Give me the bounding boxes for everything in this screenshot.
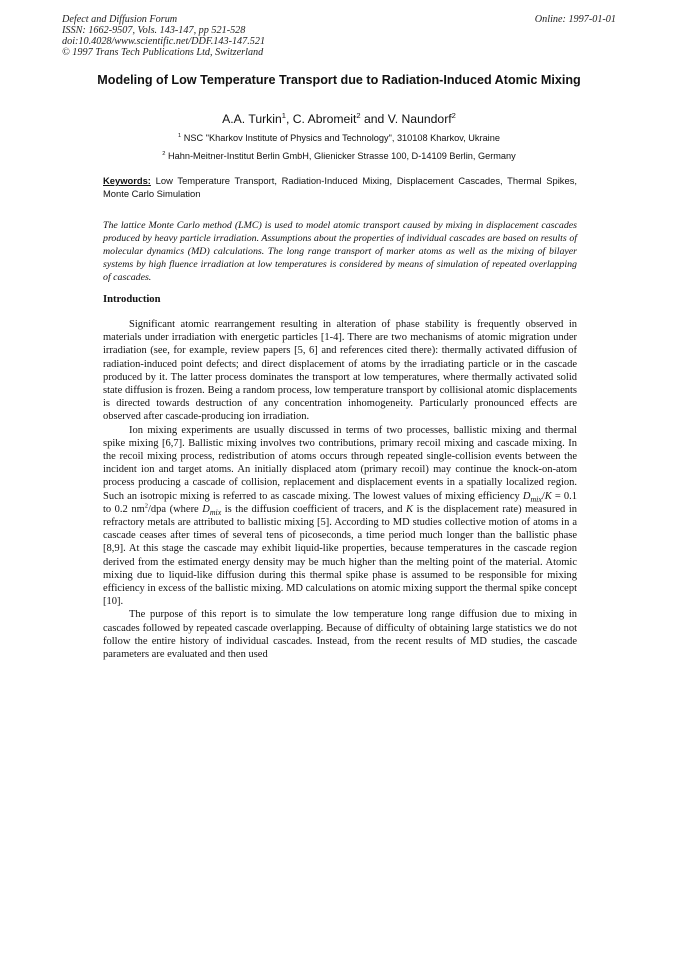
paragraph: Ion mixing experiments are usually discussed in terms of two processes, ballistic mixing and thermal spike mixing [6,7]. Ballistic mixing involves two contributions, primary recoil mixing and cascade mixing. In the recoil mixing process, redistribution of atoms occurs through repeated single-collision events between the incident ion and target atoms. An initially displaced atom (primary recoil) may continue the knock-on-atom process producing a cascade of collision, replacement and displacement events in a spatially localized region. Such an isotropic mixing is referred to as cascade mixing. The lowest values of mixing efficiency $D_{mix}/K = 0.1$ to 0.2 $nm^2$/dpa (where $D_{mix}$ is the diffusion coefficient of tracers, and K is the displacement rate) measured in refractory metals are attributed to ballistic mixing [5]. According to MD studies collective motion of atoms in a cascade ceases after times of several tens of picoseconds, a time period much longer than the ballistic phase [8,9]. At this stage the cascade may exhibit liquid-like properties, because temperatures in the cascade region derived from the estimated energy density may be much higher than the melting point of the material. Atomic mixing due to liquid-like diffusion during this thermal spike phase is assumed to be responsible for mixing efficiency in excess of the ballistic mixing. MD calculations on atomic mixing support the thermal spike concept [10]. [103,424,578,608]
paragraph: Significant atomic rearrangement resulting in alteration of phase stability is frequently observed in materials under irradiation with energetic particles [1-4]. There are two mechanisms of atomic migration under irradiation (see, for example, review papers [5, 6] and references cited there): thermally activated diffusion of radiation-induced point defects; and direct displacement of atoms by the irradiating particle or in the cascade produced by it. The latter process dominates the transport at low temperatures, where thermally activated solid state diffusion is frozen. Being a random process, low temperature transport by collisional atomic displacements is directed towards destruction of any concentration inhomogeneity. Particularly pronounced effects are observed after cascade-producing ion irradiation. [103,319,577,423]
keywords [103,174,577,200]
affiliation-text: Hahn-Meitner-Institut Berlin GmbH, Glienicker Strasse 100, D-14109 Berlin, Germany [168,151,516,161]
online-date: Online: 1997-01-01 [534,14,616,25]
author-list [0,112,678,126]
author-affiliation-mark: 1 [281,110,286,120]
paragraph: The purpose of this report is to simulate the low temperature long range diffusion due to mixing in cascades followed by repeated cascade overlapping. Because of difficulty of obtaining large statistics we do not follow the entire history of individual cascades. Instead, from the recent results of MD studies, the cascade parameters are evaluated and then used [103,609,577,661]
keywords-label: Keywords: [103,175,151,186]
paragraph-text: /dpa (where [147,503,203,515]
paper-title: Modeling of Low Temperature Transport due to Radiation-Induced Atomic Mixing [97,73,581,87]
paragraph-text: Ion mixing experiments are usually discussed in terms of two processes, ballistic mixing and thermal spike mixing [6,7]. Ballistic mixing involves two contributions, primary recoil mixing and cascade mixing. In the recoil mixing process, redistribution of atoms occurs through repeated single-collision events between the incident ion and target atoms. An initially displaced atom (primary recoil) may continue the knock-on-atom process producing a cascade of collision, replacement and displacement events in a spatially localized region. Such an isotropic mixing is referred to as cascade mixing. The lowest values of mixing efficiency [103,424,577,502]
introduction-body [103,318,577,661]
author-separator: , [285,112,293,126]
copyright-line: © 1997 Trans Tech Publications Ltd, Switzerland [62,47,264,58]
author-affiliation-mark: 2 [451,110,456,120]
author-affiliation-mark: 2 [356,110,361,120]
math-symbol [202,504,221,515]
math-symbol: K [544,490,552,502]
affiliation-mark: 1 [178,132,182,139]
math-subscript: mix [209,507,222,517]
math-symbol: K [406,503,414,515]
keywords-text: Low Temperature Transport, Radiation-Induced Mixing, Displacement Cascades, Thermal Spikes, Monte Carlo Simulation [103,175,577,199]
issn-line: ISSN: 1662-9507, Vols. 143-147, pp 521-528 [62,25,246,36]
author-separator: and [360,112,388,126]
affiliation-mark: 2 [162,150,166,157]
doi-line: doi:10.4028/www.scientific.net/DDF.143-147.521 [62,36,266,47]
paragraph-text: is the diffusion coefficient of tracers, and [221,503,407,515]
journal-header [62,14,442,58]
math-symbol [523,491,542,502]
section-heading-introduction: Introduction [103,294,161,305]
paragraph-text: = 0.1 to 0.2 nm [103,490,578,515]
author-name: A.A. Turkin [222,112,282,126]
journal-name: Defect and Diffusion Forum [62,14,178,25]
math-letter: D [202,503,210,515]
affiliation-text: NSC "Kharkov Institute of Physics and Technology", 310108 Kharkov, Ukraine [183,133,500,143]
author-name: V. Naundorf [387,112,452,126]
math-letter: D [522,490,531,502]
math-subscript: mix [530,494,542,504]
affiliation-2 [0,151,678,161]
abstract: The lattice Monte Carlo method (LMC) is used to model atomic transport caused by mixing in displacement cascades produced by heavy particle irradiation. Assumptions about the properties of individual cascades are based on results of molecular dynamics (MD) calculations. The long range transport of marker atoms as well as the mixing of bilayer systems by high fluence irradiation at low temperatures is considered by means of simulation of repeated overlapping of cascades. [103,220,577,283]
paragraph-text: is the displacement rate) measured in refractory metals are attributed to ballistic mixing [5]. According to MD studies collective motion of atoms in a cascade ceases after times of several tens of picoseconds, a time period much longer than the ballistic phase [8,9]. At this stage the cascade may exhibit liquid-like properties, because temperatures in the cascade region derived from the estimated energy density may be much higher than the melting point of the material. Atomic mixing due to liquid-like diffusion during this thermal spike phase is assumed to be responsible for mixing efficiency in excess of the ballistic mixing. MD calculations on atomic mixing support the thermal spike concept [10]. [103,503,577,608]
affiliation-1 [0,133,678,143]
author-name: C. Abromeit [292,112,357,126]
math-superscript: 2 [144,502,148,510]
